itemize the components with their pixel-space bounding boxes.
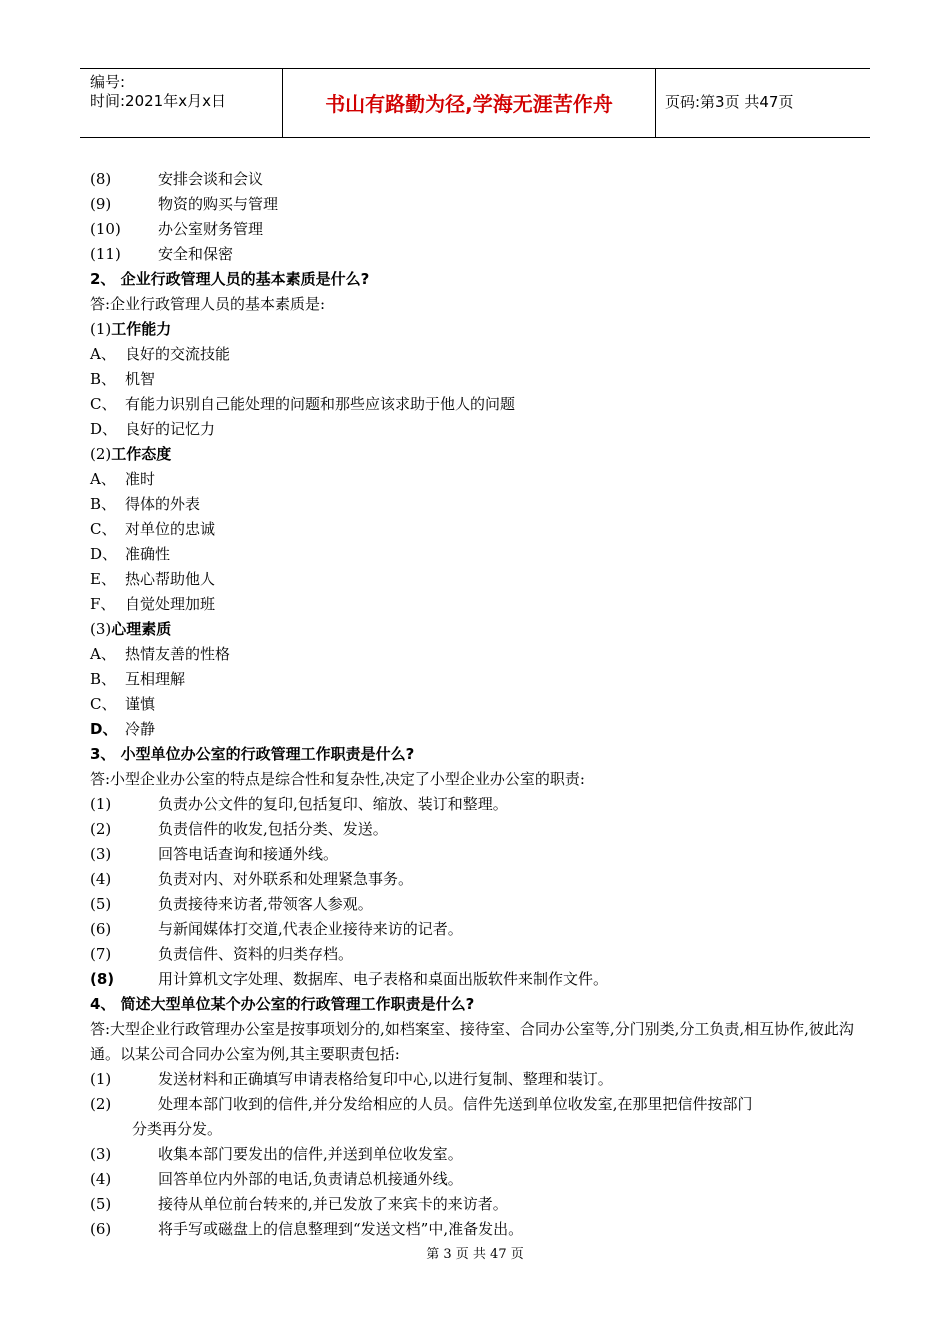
item-number: (6) (90, 1220, 112, 1238)
answer-text: 答:大型企业行政管理办公室是按事项划分的,如档案室、接待室、合同办公室等,分门别类,分工负责,相互协作,彼此沟通。以某公司合同办公室为例,其主要职责包括: (90, 1020, 854, 1063)
list-marker: B、 (90, 370, 117, 388)
list-marker: E、 (90, 570, 116, 588)
numbered-item (90, 1067, 870, 1092)
item-number: (7) (90, 945, 112, 963)
list-item (90, 642, 870, 667)
list-text: 有能力识别自己能处理的问题和那些应该求助于他人的问题 (125, 395, 516, 413)
list-text: 谨慎 (125, 695, 156, 713)
header-left-cell (80, 69, 282, 137)
list-item (90, 542, 870, 567)
item-text: 安全和保密 (158, 245, 234, 263)
subsection-title: 工作态度 (111, 445, 172, 463)
page-header (80, 68, 870, 138)
subsection-number: (1) (90, 320, 112, 338)
item-text: 办公室财务管理 (158, 220, 264, 238)
list-text: 自觉处理加班 (125, 595, 216, 613)
header-page-number: 页码:第3页 共47页 (665, 93, 794, 111)
list-marker: F、 (90, 595, 116, 613)
numbered-item (90, 1217, 870, 1242)
item-text: 物资的购买与管理 (158, 195, 279, 213)
item-text: 安排会谈和会议 (158, 170, 264, 188)
list-marker: C、 (90, 520, 117, 538)
numbered-item (90, 167, 870, 192)
list-item (90, 467, 870, 492)
numbered-item (90, 867, 870, 892)
list-text: 互相理解 (125, 670, 186, 688)
item-number: (11) (90, 245, 121, 263)
item-number: (8) (90, 970, 115, 988)
page-footer: 第 3 页 共 47 页 (426, 1247, 524, 1262)
numbered-item (90, 192, 870, 217)
item-text: 负责办公文件的复印,包括复印、缩放、装订和整理。 (158, 795, 508, 813)
list-text: 热心帮助他人 (125, 570, 216, 588)
item-text: 负责接待来访者,带领客人参观。 (158, 895, 373, 913)
subsection-title: 工作能力 (111, 320, 172, 338)
item-text: 接待从单位前台转来的,并已发放了来宾卡的来访者。 (158, 1195, 508, 1213)
numbered-item (90, 1192, 870, 1217)
numbered-item (90, 917, 870, 942)
list-item (90, 417, 870, 442)
item-number: (2) (90, 1095, 112, 1113)
list-item (90, 567, 870, 592)
item-text: 负责对内、对外联系和处理紧急事务。 (158, 870, 414, 888)
item-text: 发送材料和正确填写申请表格给复印中心,以进行复制、整理和装订。 (158, 1070, 613, 1088)
item-number: (8) (90, 170, 112, 188)
list-marker: A、 (90, 645, 116, 663)
section-heading: 2、 企业行政管理人员的基本素质是什么? (90, 270, 370, 288)
list-text: 良好的记忆力 (125, 420, 216, 438)
numbered-item (90, 817, 870, 842)
item-number: (4) (90, 870, 112, 888)
list-item (90, 367, 870, 392)
list-item (90, 517, 870, 542)
item-number: (2) (90, 820, 112, 838)
numbered-item (90, 1167, 870, 1192)
document-id-label: 编号: (90, 73, 126, 91)
list-text: 热情友善的性格 (125, 645, 231, 663)
numbered-item (90, 942, 870, 967)
list-item (90, 592, 870, 617)
item-text: 收集本部门要发出的信件,并送到单位收发室。 (158, 1145, 463, 1163)
header-page-cell (655, 69, 870, 137)
list-item (90, 717, 870, 742)
item-text: 回答电话查询和接通外线。 (158, 845, 339, 863)
numbered-item (90, 792, 870, 817)
section-heading: 3、 小型单位办公室的行政管理工作职责是什么? (90, 745, 415, 763)
item-number: (1) (90, 1070, 112, 1088)
list-text: 准时 (125, 470, 156, 488)
list-text: 得体的外表 (125, 495, 201, 513)
item-text: 将手写或磁盘上的信息整理到“发送文档”中,准备发出。 (158, 1220, 524, 1238)
list-item (90, 392, 870, 417)
section-heading: 4、 简述大型单位某个办公室的行政管理工作职责是什么? (90, 995, 475, 1013)
numbered-item (90, 1142, 870, 1167)
list-marker: C、 (90, 695, 117, 713)
date-label: 时间:2021年x月x日 (90, 92, 226, 110)
subsection-heading (90, 442, 870, 467)
list-item (90, 342, 870, 367)
subsection-heading (90, 617, 870, 642)
list-text: 良好的交流技能 (125, 345, 231, 363)
numbered-item (90, 967, 870, 992)
item-number: (10) (90, 220, 121, 238)
item-number: (9) (90, 195, 112, 213)
item-text: 用计算机文字处理、数据库、电子表格和桌面出版软件来制作文件。 (158, 970, 609, 988)
answer-text: 答:企业行政管理人员的基本素质是: (90, 295, 326, 313)
item-text: 回答单位内外部的电话,负责请总机接通外线。 (158, 1170, 463, 1188)
list-marker: C、 (90, 395, 117, 413)
subsection-heading (90, 317, 870, 342)
item-number: (3) (90, 1145, 112, 1163)
numbered-item (90, 217, 870, 242)
item-number: (6) (90, 920, 112, 938)
list-marker: B、 (90, 670, 117, 688)
list-text: 对单位的忠诚 (125, 520, 216, 538)
list-item (90, 692, 870, 717)
list-marker: A、 (90, 345, 116, 363)
list-item (90, 667, 870, 692)
item-number: (5) (90, 895, 112, 913)
answer-text: 答:小型企业办公室的特点是综合性和复杂性,决定了小型企业办公室的职责: (90, 770, 585, 788)
subsection-number: (3) (90, 620, 112, 638)
item-text: 与新闻媒体打交道,代表企业接待来访的记者。 (158, 920, 463, 938)
document-body (90, 167, 870, 1242)
numbered-item (90, 892, 870, 917)
list-marker: D、 (90, 420, 118, 438)
list-marker: A、 (90, 470, 116, 488)
item-text: 处理本部门收到的信件,并分发给相应的人员。信件先送到单位收发室,在那里把信件按部门 (158, 1095, 753, 1113)
list-marker: D、 (90, 720, 118, 738)
header-motto: 书山有路勤为径,学海无涯苦作舟 (325, 92, 613, 116)
numbered-item (90, 842, 870, 867)
item-number: (4) (90, 1170, 112, 1188)
item-continuation: 分类再分发。 (132, 1120, 223, 1138)
list-text: 冷静 (125, 720, 156, 738)
list-text: 准确性 (125, 545, 171, 563)
item-number: (3) (90, 845, 112, 863)
item-number: (5) (90, 1195, 112, 1213)
item-text: 负责信件的收发,包括分类、发送。 (158, 820, 388, 838)
list-item (90, 492, 870, 517)
list-text: 机智 (125, 370, 156, 388)
numbered-item (90, 1092, 870, 1117)
list-marker: B、 (90, 495, 117, 513)
header-motto-cell (282, 69, 656, 137)
subsection-title: 心理素质 (111, 620, 172, 638)
numbered-item (90, 242, 870, 267)
item-text: 负责信件、资料的归类存档。 (158, 945, 354, 963)
list-marker: D、 (90, 545, 118, 563)
subsection-number: (2) (90, 445, 112, 463)
item-number: (1) (90, 795, 112, 813)
